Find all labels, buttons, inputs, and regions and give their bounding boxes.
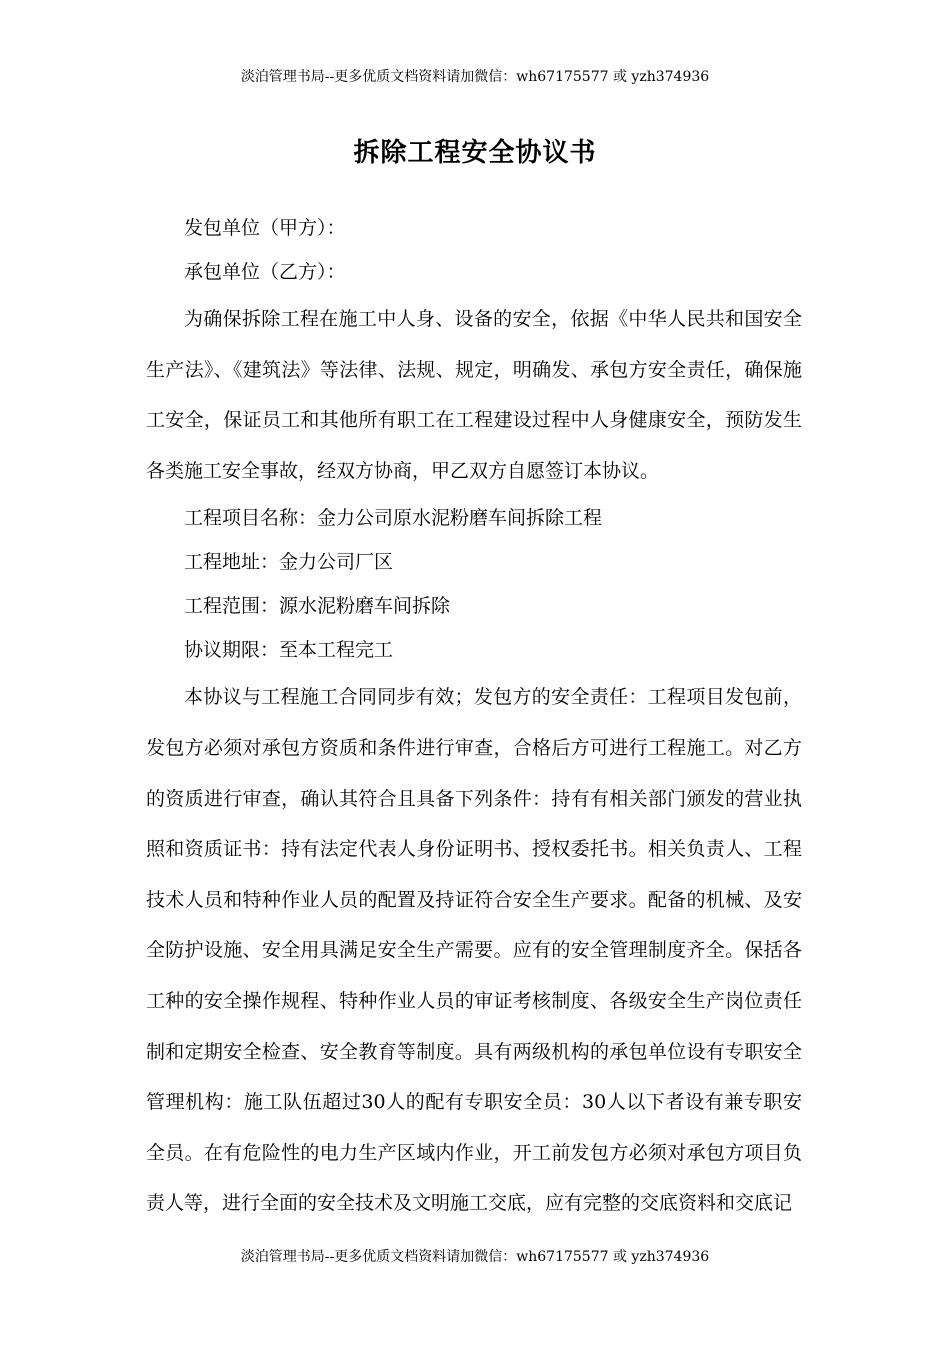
intro-paragraph: 为确保拆除工程在施工中人身、设备的安全，依据《中华人民共和国安全生产法》、《建筑法》等法律、法规、规定，明确发、承包方安全责任，确保施工安全，保证员工和其他所有职工在工程建设过程中人身健康安全，预防发生各类施工安全事故，经双方协商，甲乙双方自愿签订本协议。 — [146, 308, 802, 482]
document-body — [146, 206, 802, 1229]
footer-note: 淡泊管理书局--更多优质文档资料请加微信：wh67175577 或 yzh374936 — [240, 1249, 710, 1265]
document-title: 拆除工程安全协议书 — [353, 138, 597, 168]
agreement-term-line: 协议期限：至本工程完工 — [184, 639, 394, 662]
project-address-line: 工程地址：金力公司厂区 — [184, 551, 394, 574]
header-note: 淡泊管理书局--更多优质文档资料请加微信：wh67175577 或 yzh374936 — [240, 69, 710, 85]
clause-paragraph: 本协议与工程施工合同同步有效；发包方的安全责任：工程项目发包前，发包方必须对承包方资质和条件进行审查，合格后方可进行工程施工。对乙方的资质进行审查，确认其符合且具备下列条件：持有有相关部门颁发的营业执照和资质证书：持有法定代表人身份证明书、授权委托书。相关负责人、工程技术人员和特种作业人员的配置及持证符合安全生产要求。配备的机械、及安全防护设施、安全用具满足安全生产需要。应有的安全管理制度齐全。保括各工种的安全操作规程、特种作业人员的审证考核制度、各级安全生产岗位责任制和定期安全检查、安全教育等制度。具有两级机构的承包单位设有专职安全管理机构：施工队伍超过30人的配有专职安全员：30人以下者设有兼专职安全员。在有危险性的电力生产区域内作业，开工前发包方必须对承包方项目负责人等，进行全面的安全技术及文明施工交底，应有完整的交底资料和交底记 — [146, 686, 802, 1215]
project-name-line: 工程项目名称：金力公司原水泥粉磨车间拆除工程 — [184, 507, 603, 530]
party-b-line: 承包单位（乙方）： — [184, 261, 346, 283]
project-scope-line: 工程范围：源水泥粉磨车间拆除 — [184, 595, 451, 618]
party-a-line: 发包单位（甲方）： — [184, 217, 346, 239]
